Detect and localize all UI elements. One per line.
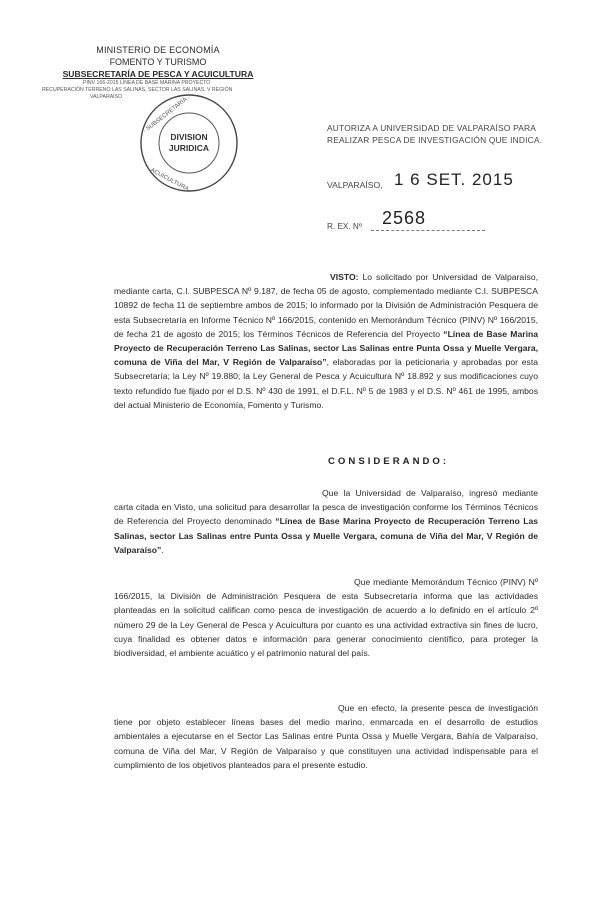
resolution-date: 1 6 SET. 2015 (394, 170, 514, 189)
visto-project-title: “Línea de Base Marina Proyecto de Recuperación Terreno Las Salinas, sector Las Salinas entre Punta Ossa y Muelle Vergara, comuna de Viña del Mar, V Región de Valparaíso” (114, 328, 538, 368)
division-juridica-stamp (134, 88, 244, 198)
rex-number-line (371, 230, 485, 231)
considerando-paragraph-3: Que en efecto, la presente pesca de investigación tiene por objeto establecer líneas bases del medio marino, enmarcada en el desarrollo de estudios ambientales a ejecutarse en el Sector Las Salinas entre Punta Ossa y Muelle Vergara, Bahía de Valparaíso, comuna de Viña del Mar, V Región de Valparaíso y que constituyen una actividad indispensable para el cumplimiento de los objetivos planteados para el presente estudio. (114, 703, 538, 770)
reference-line-2: RECUPERACIÓN TERRENO LAS SALINAS, SECTOR LAS SALINAS, V REGIÓN (42, 87, 233, 93)
rex-number: 2568 (382, 208, 427, 228)
stamp-center-line-2: JURIDICA (168, 143, 210, 153)
considerando-1-text-b: . (161, 544, 164, 555)
visto-paragraph (114, 270, 538, 412)
considerando-paragraph-2: Que mediante Memorándum Técnico (PINV) Nº 166/2015, la División de Administración Pesquera de esta Subsecretaría informa que las actividades planteadas en la solicitud califican como pesca de investigación de acuerdo a lo definido en el artículo 2º número 29 de la Ley General de Pesca y Acuicultura por cuanto es una actividad extractiva sin fines de lucro, cuya finalidad es obtener datos e información para generar conocimiento científico, para proteger la biodiversidad, el ambiente acuático y el patrimonio natural del país. (114, 577, 538, 659)
ministry-line-1: MINISTERIO DE ECONOMÍA (96, 45, 220, 55)
place-label: VALPARAÍSO, (327, 180, 383, 190)
svg-text:ACUICULTURA: ACUICULTURA (149, 167, 190, 193)
ministry-line-2: FOMENTO Y TURISMO (109, 57, 207, 67)
considerando-paragraph-1 (114, 486, 538, 557)
svg-text:· SUBSECRETARÍA ·: · SUBSECRETARÍA · (142, 94, 192, 135)
rex-label: R. EX. Nº (327, 222, 362, 231)
visto-text-a: Lo solicitado por Universidad de Valparaíso, mediante carta, C.I. SUBPESCA Nº 9.187, de fecha 05 de agosto, complementado mediante C.I. SUBPESCA 10892 de fecha 11 de septiembre ambos de 2015; lo informado por la División de Administración Pesquera de esta Subsecretaría en Informe Técnico Nº 166/2015, contenido en Memorándum Técnico (PINV) Nº 166/2015, de fecha 21 de agosto de 2015; los Términos Técnicos de Referencia del Proyecto (114, 272, 538, 339)
considerando-1-project-title: “Línea de Base Marina Proyecto de Recuperación Terreno Las Salinas, sector Las Salinas entre Punta Ossa y Muelle Vergara, comuna de Viña del Mar, V Región de Valparaíso” (114, 516, 539, 555)
subsecretaria-title: SUBSECRETARÍA DE PESCA Y ACUICULTURA (62, 69, 254, 79)
considerando-heading: CONSIDERANDO: (328, 456, 450, 467)
visto-label: VISTO: (330, 272, 359, 282)
reference-line-1: PINV 166-2015 LÍNEA DE BASE MARINA PROYECTO (83, 80, 211, 86)
considerando-1-text-a: Que la Universidad de Valparaíso, ingresó mediante carta citada en Visto, una solicitud para desarrollar la pesca de investigación conforme los Términos Técnicos de Referencia del Proyecto denominado (114, 488, 538, 527)
visto-text-b: , elaboradas por la peticionaria y aprobadas por esta Subsecretaría; la Ley Nº 19.880; la Ley General de Pesca y Acuicultura Nº 18.892 y sus modificaciones cuyo texto refundido fue fijado por el D.S. Nº 430 de 1991, el D.F.L. Nº 5 de 1983 y el D.S. Nº 461 de 1995, ambos del actual Ministerio de Economía, Fomento y Turismo. (114, 357, 538, 410)
resolution-subject: AUTORIZA A UNIVERSIDAD DE VALPARAÍSO PARA REALIZAR PESCA DE INVESTIGACIÓN QUE INDICA. (327, 123, 543, 145)
reference-line-3: VALPARAÍSO (90, 94, 123, 100)
stamp-center-line-1: DIVISION (170, 132, 208, 142)
